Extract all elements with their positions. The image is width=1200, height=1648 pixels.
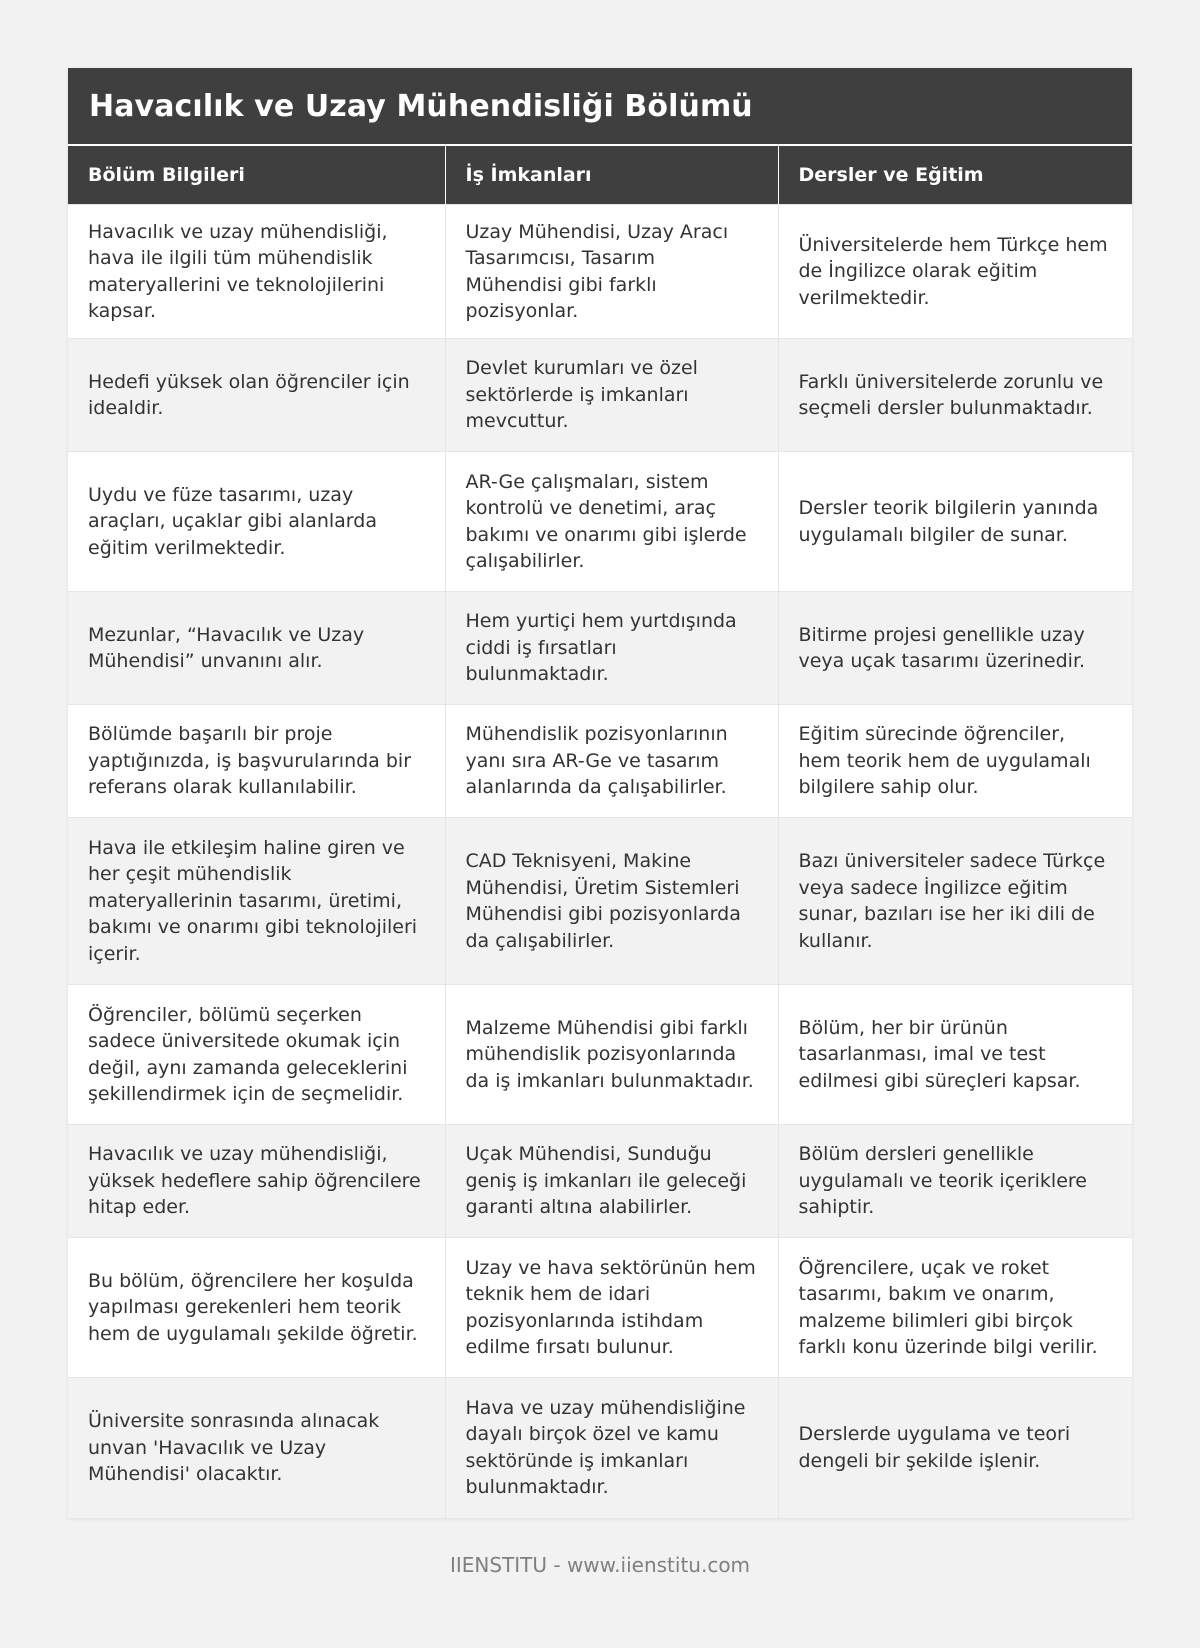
table-cell: Mühendislik pozisyonlarının yanı sıra AR-Ge ve tasarım alanlarında da çalışabilirler. (445, 705, 778, 818)
page-title: Havacılık ve Uzay Mühendisliği Bölümü (89, 88, 753, 124)
table-row (68, 205, 1132, 339)
table-row (68, 339, 1132, 452)
table-row (68, 985, 1132, 1125)
table-cell: Uzay Mühendisi, Uzay Aracı Tasarımcısı, Tasarım Mühendisi gibi farklı pozisyonlar. (445, 205, 778, 339)
table-row (68, 1238, 1132, 1378)
title-bar (68, 68, 1132, 144)
content-card (68, 68, 1132, 1518)
table-cell: Derslerde uygulama ve teori dengeli bir şekilde işlenir. (778, 1378, 1132, 1518)
table-cell: AR-Ge çalışmaları, sistem kontrolü ve denetimi, araç bakımı ve onarımı gibi işlerde çalışabilirler. (445, 452, 778, 592)
table-row (68, 452, 1132, 592)
table-cell: Öğrenciler, bölümü seçerken sadece üniversitede okumak için değil, aynı zamanda geleceklerini şekillendirmek için de seçmelidir. (68, 985, 445, 1125)
table-row (68, 1125, 1132, 1238)
table-cell: Hedefi yüksek olan öğrenciler için idealdir. (68, 339, 445, 452)
table-row (68, 818, 1132, 985)
table-cell: Uzay ve hava sektörünün hem teknik hem de idari pozisyonlarında istihdam edilme fırsatı bulunur. (445, 1238, 778, 1378)
table-cell: Bitirme projesi genellikle uzay veya uçak tasarımı üzerinedir. (778, 592, 1132, 705)
table-cell: Üniversite sonrasında alınacak unvan 'Havacılık ve Uzay Mühendisi' olacaktır. (68, 1378, 445, 1518)
column-header-is-imkanlari: İş İmkanları (445, 145, 778, 205)
table-cell: Malzeme Mühendisi gibi farklı mühendislik pozisyonlarında da iş imkanları bulunmaktadır. (445, 985, 778, 1125)
table-cell: Uydu ve füze tasarımı, uzay araçları, uçaklar gibi alanlarda eğitim verilmektedir. (68, 452, 445, 592)
table-cell: Farklı üniversitelerde zorunlu ve seçmeli dersler bulunmaktadır. (778, 339, 1132, 452)
table-body (68, 205, 1132, 1518)
info-table (68, 144, 1132, 1518)
table-cell: Öğrencilere, uçak ve roket tasarımı, bakım ve onarım, malzeme bilimleri gibi birçok farklı konu üzerinde bilgi verilir. (778, 1238, 1132, 1378)
table-cell: CAD Teknisyeni, Makine Mühendisi, Üretim Sistemleri Mühendisi gibi pozisyonlarda da çalışabilirler. (445, 818, 778, 985)
table-row (68, 1378, 1132, 1518)
column-header-dersler-ve-egitim: Dersler ve Eğitim (778, 145, 1132, 205)
table-cell: Dersler teorik bilgilerin yanında uygulamalı bilgiler de sunar. (778, 452, 1132, 592)
table-cell: Bölüm dersleri genellikle uygulamalı ve teorik içeriklere sahiptir. (778, 1125, 1132, 1238)
table-cell: Üniversitelerde hem Türkçe hem de İngilizce olarak eğitim verilmektedir. (778, 205, 1132, 339)
table-cell: Hava ve uzay mühendisliğine dayalı birçok özel ve kamu sektöründe iş imkanları bulunmaktadır. (445, 1378, 778, 1518)
table-cell: Eğitim sürecinde öğrenciler, hem teorik hem de uygulamalı bilgilere sahip olur. (778, 705, 1132, 818)
table-cell: Mezunlar, “Havacılık ve Uzay Mühendisi” unvanını alır. (68, 592, 445, 705)
table-cell: Bölüm, her bir ürünün tasarlanması, imal ve test edilmesi gibi süreçleri kapsar. (778, 985, 1132, 1125)
column-header-bolum-bilgileri: Bölüm Bilgileri (68, 145, 445, 205)
table-cell: Hava ile etkileşim haline giren ve her çeşit mühendislik materyallerinin tasarımı, üretimi, bakımı ve onarımı gibi teknolojileri içerir. (68, 818, 445, 985)
table-header (68, 145, 1132, 205)
table-cell: Bu bölüm, öğrencilere her koşulda yapılması gerekenleri hem teorik hem de uygulamalı şekilde öğretir. (68, 1238, 445, 1378)
table-row (68, 592, 1132, 705)
table-cell: Uçak Mühendisi, Sunduğu geniş iş imkanları ile geleceği garanti altına alabilirler. (445, 1125, 778, 1238)
table-cell: Havacılık ve uzay mühendisliği, hava ile ilgili tüm mühendislik materyallerini ve teknolojilerini kapsar. (68, 205, 445, 339)
footer-credit: IIENSTITU - www.iienstitu.com (449, 1553, 751, 1577)
table-cell: Bölümde başarılı bir proje yaptığınızda, iş başvurularında bir referans olarak kullanılabilir. (68, 705, 445, 818)
table-cell: Devlet kurumları ve özel sektörlerde iş imkanları mevcuttur. (445, 339, 778, 452)
table-row (68, 705, 1132, 818)
table-cell: Bazı üniversiteler sadece Türkçe veya sadece İngilizce eğitim sunar, bazıları ise her iki dili de kullanır. (778, 818, 1132, 985)
table-cell: Havacılık ve uzay mühendisliği, yüksek hedeflere sahip öğrencilere hitap eder. (68, 1125, 445, 1238)
table-cell: Hem yurtiçi hem yurtdışında ciddi iş fırsatları bulunmaktadır. (445, 592, 778, 705)
